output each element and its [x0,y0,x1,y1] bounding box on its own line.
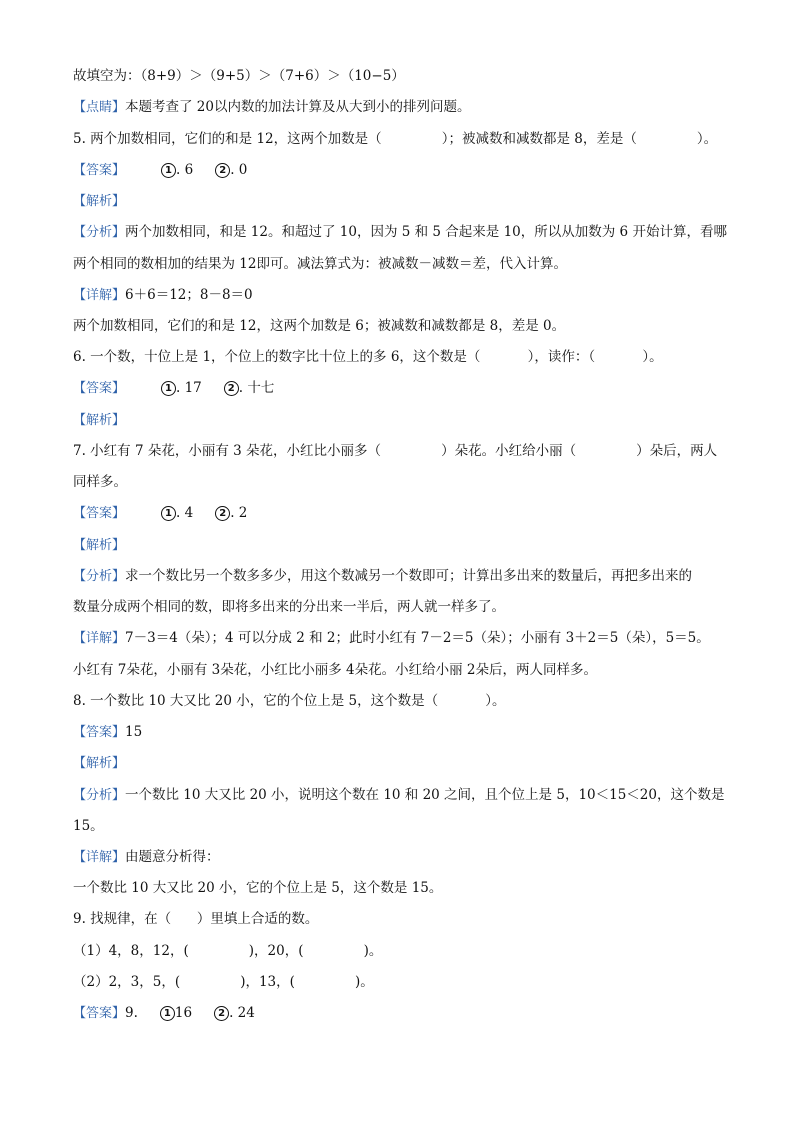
analysis-line [73,566,692,587]
note-text: 本题考查了 20以内数的加法计算及从大到小的排列问题。 [125,99,471,115]
circled-one-icon: 1 [161,506,176,521]
detail-tag: 【详解】 [73,288,126,303]
answer-tag: 【答案】 [73,725,126,740]
answer-value: . 6 [176,162,194,178]
analysis-tag: 【解析】 [73,413,126,428]
analysis-line: 两个相同的数相加的结果为 12即可。减法算式为：被减数－减数＝差，代入计算。 [73,256,567,272]
detail-line [73,847,220,868]
answer-value: . 0 [230,162,248,178]
analysis-tag: 【分析】 [73,788,126,803]
circled-two-icon: 2 [215,163,230,178]
answer-value: 16 [174,1005,193,1021]
answer-9 [73,1003,255,1024]
detail-line [73,628,710,649]
answer-tag: 【答案】 [73,381,126,396]
answer-tag: 【答案】 [73,1006,126,1021]
analysis-line [73,222,727,243]
question-9-part-1: （1）4，8，12，( )，20，( )。 [73,943,383,959]
analysis-line: 15。 [73,818,104,834]
detail-text: 6＋6＝12；8－8＝0 [125,287,253,303]
circled-one-icon: 1 [160,1006,175,1021]
analysis-heading [73,753,125,774]
answer-6 [73,378,274,399]
circled-two-icon: 2 [214,1006,229,1021]
answer-value: . 17 [176,380,202,396]
analysis-tag: 【分析】 [73,225,126,240]
answer-value: . 24 [229,1005,255,1021]
question-6: 6. 一个数，十位上是 1，个位上的数字比十位上的多 6，这个数是（ ），读作：（ ）。 [73,349,663,365]
note-tag: 【点睛】 [73,100,126,115]
answer-value: 15 [125,724,143,740]
circled-one-icon: 1 [161,381,176,396]
detail-text: 7－3＝4（朵）；4 可以分成 2 和 2；此时小红有 7－2＝5（朵）；小丽有 3＋2＝5（朵），5＝5。 [125,630,710,646]
detail-text: 由题意分析得： [125,849,220,865]
analysis-text: 两个加数相同，和是 12。和超过了 10，因为 5 和 5 合起来是 10，所以从加数为 6 开始计算，看哪 [125,224,727,240]
answer-5 [73,160,247,181]
conclusion-line: 故填空为：（8+9）＞（9+5）＞（7+6）＞（10−5） [73,68,405,84]
answer-8 [73,722,142,743]
circled-two-icon: 2 [224,381,239,396]
analysis-tag: 【解析】 [73,756,126,771]
question-9-part-2: （2）2，3，5，( )，13，( )。 [73,974,374,990]
question-7: 7. 小红有 7 朵花，小丽有 3 朵花，小红比小丽多（ ）朵花。小红给小丽（ ）朵后，两人 [73,443,718,459]
answer-prefix: 9. [125,1005,138,1021]
detail-line: 一个数比 10 大又比 20 小，它的个位上是 5，这个数是 15。 [73,880,443,896]
question-7-cont: 同样多。 [73,474,127,490]
note-line [73,97,470,118]
answer-tag: 【答案】 [73,506,126,521]
analysis-line: 数量分成两个相同的数，即将多出来的分出来一半后，两人就一样多了。 [73,599,505,615]
answer-7 [73,503,247,524]
analysis-tag: 【解析】 [73,194,126,209]
analysis-heading [73,410,125,431]
detail-tag: 【详解】 [73,631,126,646]
analysis-text: 一个数比 10 大又比 20 小，说明这个数在 10 和 20 之间，且个位上是 5，10＜15＜20，这个数是 [125,787,725,803]
analysis-tag: 【分析】 [73,569,126,584]
answer-value: . 4 [176,505,194,521]
analysis-heading [73,191,125,212]
circled-two-icon: 2 [215,506,230,521]
detail-tag: 【详解】 [73,850,126,865]
detail-line [73,285,253,306]
analysis-line [73,785,724,806]
answer-tag: 【答案】 [73,163,126,178]
question-9: 9. 找规律，在（ ）里填上合适的数。 [73,911,319,927]
question-5: 5. 两个加数相同，它们的和是 12，这两个加数是（ ）；被减数和减数都是 8，差是（ ）。 [73,131,718,147]
answer-value: . 2 [230,505,248,521]
circled-one-icon: 1 [161,163,176,178]
question-8: 8. 一个数比 10 大又比 20 小，它的个位上是 5，这个数是（ ）。 [73,693,506,709]
analysis-heading [73,535,125,556]
detail-line: 两个加数相同，它们的和是 12，这两个加数是 6；被减数和减数都是 8，差是 0。 [73,318,566,334]
answer-value: . 十七 [238,380,275,396]
analysis-tag: 【解析】 [73,538,126,553]
detail-line: 小红有 7朵花，小丽有 3朵花，小红比小丽多 4朵花。小红给小丽 2朵后，两人同样多。 [73,662,598,678]
analysis-text: 求一个数比另一个数多多少，用这个数减另一个数即可；计算出多出来的数量后，再把多出来的 [125,568,693,584]
